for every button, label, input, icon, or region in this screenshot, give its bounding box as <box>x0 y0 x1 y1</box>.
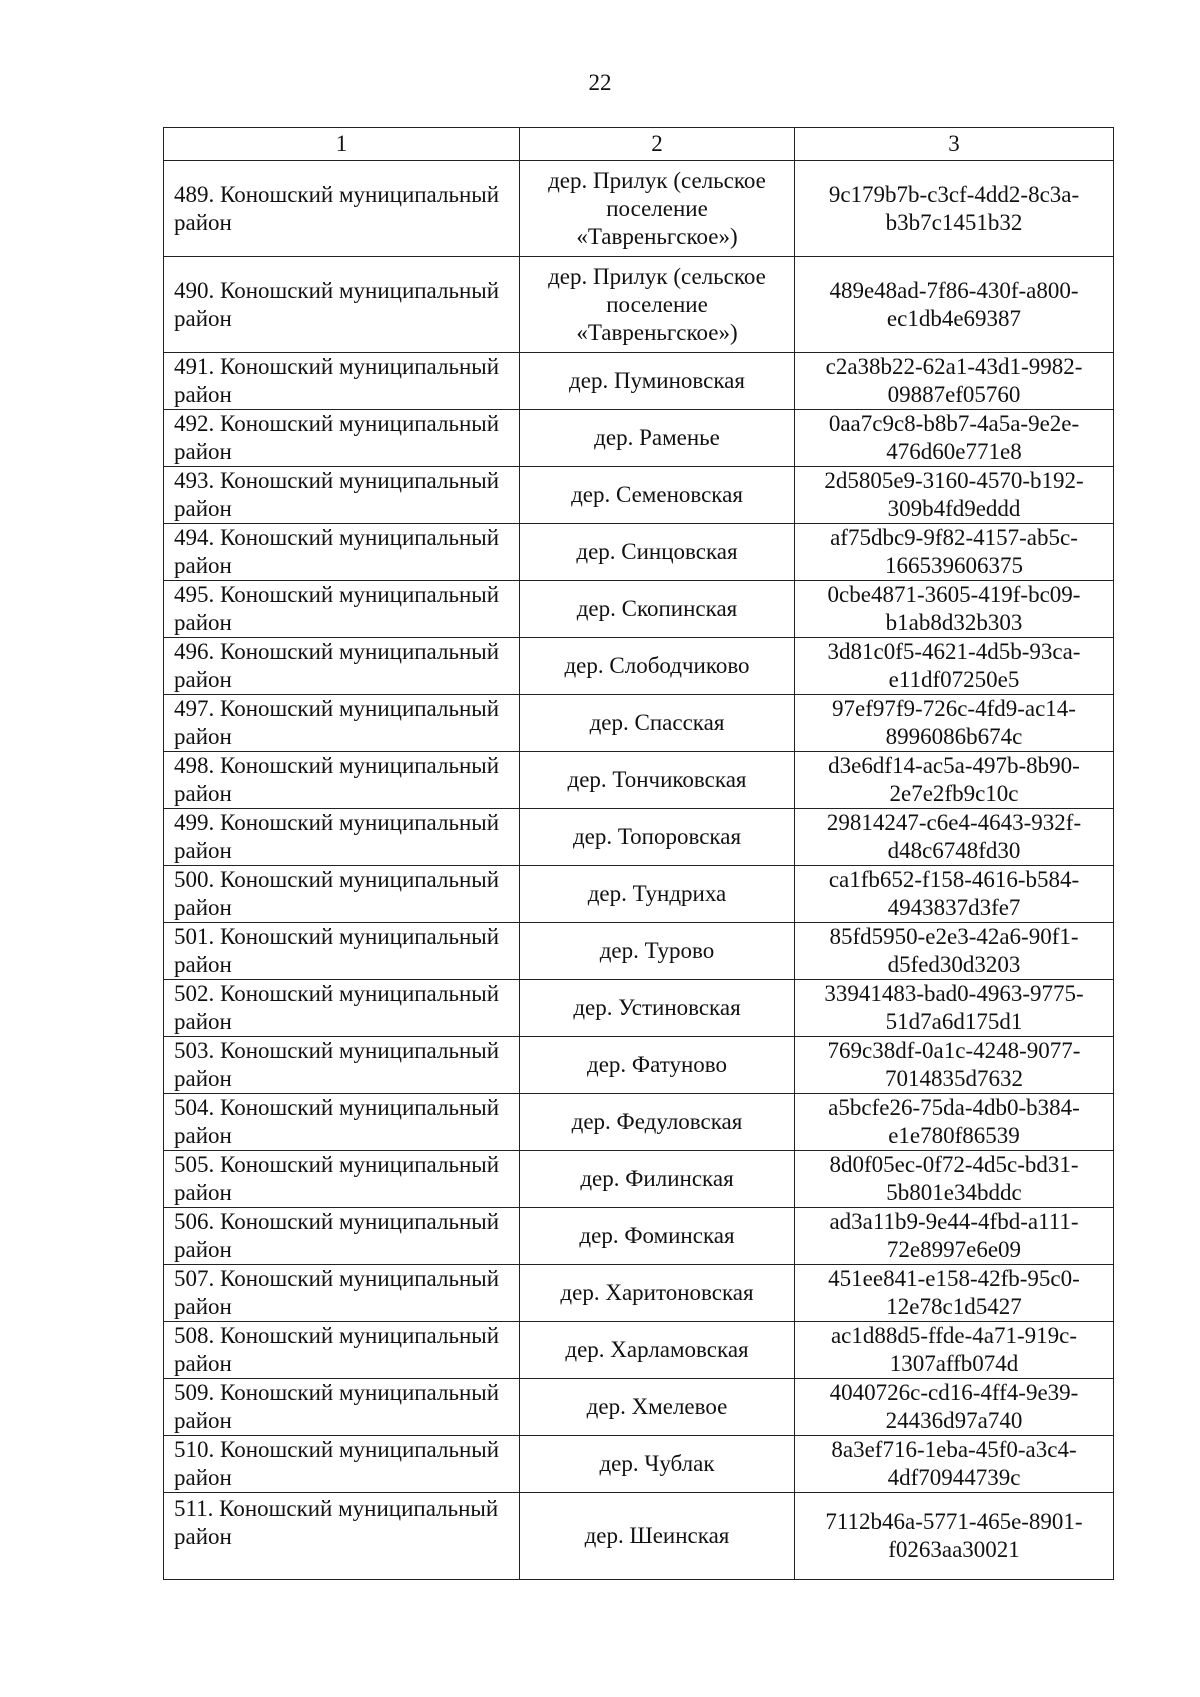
settlement-cell: дер. Чублак <box>520 1436 795 1493</box>
district-cell: 489. Коношский муниципальный район <box>164 161 520 257</box>
guid-cell: 0aa7c9c8-b8b7-4a5a-9e2e-476d60e771e8 <box>795 410 1114 467</box>
column-header-2: 2 <box>520 128 795 161</box>
district-cell: 506. Коношский муниципальный район <box>164 1208 520 1265</box>
settlement-cell: дер. Прилук (сельское поселение «Тавреньгское») <box>520 257 795 353</box>
settlement-cell: дер. Тундриха <box>520 866 795 923</box>
district-cell: 504. Коношский муниципальный район <box>164 1094 520 1151</box>
district-cell: 497. Коношский муниципальный район <box>164 695 520 752</box>
settlement-cell: дер. Слободчиково <box>520 638 795 695</box>
district-cell: 492. Коношский муниципальный район <box>164 410 520 467</box>
settlement-cell: дер. Раменье <box>520 410 795 467</box>
guid-cell: 9c179b7b-c3cf-4dd2-8c3a-b3b7c1451b32 <box>795 161 1114 257</box>
guid-cell: 769c38df-0a1c-4248-9077-7014835d7632 <box>795 1037 1114 1094</box>
district-cell: 508. Коношский муниципальный район <box>164 1322 520 1379</box>
district-cell: 490. Коношский муниципальный район <box>164 257 520 353</box>
district-cell: 501. Коношский муниципальный район <box>164 923 520 980</box>
guid-cell: 4040726c-cd16-4ff4-9e39-24436d97a740 <box>795 1379 1114 1436</box>
district-cell: 507. Коношский муниципальный район <box>164 1265 520 1322</box>
guid-cell: 33941483-bad0-4963-9775-51d7a6d175d1 <box>795 980 1114 1037</box>
table-row <box>164 410 1114 467</box>
district-cell: 500. Коношский муниципальный район <box>164 866 520 923</box>
guid-cell: 8d0f05ec-0f72-4d5c-bd31-5b801e34bddc <box>795 1151 1114 1208</box>
table-row <box>164 923 1114 980</box>
guid-cell: 97ef97f9-726c-4fd9-ac14-8996086b674c <box>795 695 1114 752</box>
table-row <box>164 1322 1114 1379</box>
guid-cell: 29814247-c6e4-4643-932f-d48c6748fd30 <box>795 809 1114 866</box>
guid-cell: ac1d88d5-ffde-4a71-919c-1307affb074d <box>795 1322 1114 1379</box>
table-row <box>164 1151 1114 1208</box>
table-row <box>164 257 1114 353</box>
page-number: 22 <box>588 70 612 95</box>
guid-cell: af75dbc9-9f82-4157-ab5c-166539606375 <box>795 524 1114 581</box>
guid-cell: 2d5805e9-3160-4570-b192-309b4fd9eddd <box>795 467 1114 524</box>
guid-cell: 85fd5950-e2e3-42a6-90f1-d5fed30d3203 <box>795 923 1114 980</box>
settlement-cell: дер. Фатуново <box>520 1037 795 1094</box>
settlement-cell: дер. Устиновская <box>520 980 795 1037</box>
guid-cell: 0cbe4871-3605-419f-bc09-b1ab8d32b303 <box>795 581 1114 638</box>
settlement-cell: дер. Турово <box>520 923 795 980</box>
column-header-3: 3 <box>795 128 1114 161</box>
table-row <box>164 524 1114 581</box>
settlement-cell: дер. Прилук (сельское поселение «Тавреньгское») <box>520 161 795 257</box>
guid-cell: a5bcfe26-75da-4db0-b384-e1e780f86539 <box>795 1094 1114 1151</box>
district-cell: 503. Коношский муниципальный район <box>164 1037 520 1094</box>
table-row <box>164 638 1114 695</box>
district-cell: 505. Коношский муниципальный район <box>164 1151 520 1208</box>
table-row <box>164 1265 1114 1322</box>
table-row <box>164 1493 1114 1580</box>
district-cell: 491. Коношский муниципальный район <box>164 353 520 410</box>
district-cell: 511. Коношский муниципальный район <box>164 1493 520 1580</box>
table-row <box>164 866 1114 923</box>
guid-cell: 489e48ad-7f86-430f-a800-ec1db4e69387 <box>795 257 1114 353</box>
table-row <box>164 467 1114 524</box>
table-row <box>164 752 1114 809</box>
settlement-cell: дер. Семеновская <box>520 467 795 524</box>
district-cell: 494. Коношский муниципальный район <box>164 524 520 581</box>
settlement-cell: дер. Шеинская <box>520 1493 795 1580</box>
settlement-cell: дер. Фоминская <box>520 1208 795 1265</box>
district-cell: 495. Коношский муниципальный район <box>164 581 520 638</box>
guid-cell: ca1fb652-f158-4616-b584-4943837d3fe7 <box>795 866 1114 923</box>
guid-cell: d3e6df14-ac5a-497b-8b90-2e7e2fb9c10c <box>795 752 1114 809</box>
district-cell: 510. Коношский муниципальный район <box>164 1436 520 1493</box>
district-cell: 493. Коношский муниципальный район <box>164 467 520 524</box>
settlement-cell: дер. Харитоновская <box>520 1265 795 1322</box>
guid-cell: ad3a11b9-9e44-4fbd-a111-72e8997e6e09 <box>795 1208 1114 1265</box>
guid-cell: 7112b46a-5771-465e-8901-f0263aa30021 <box>795 1493 1114 1580</box>
settlement-cell: дер. Федуловская <box>520 1094 795 1151</box>
district-cell: 496. Коношский муниципальный район <box>164 638 520 695</box>
settlement-cell: дер. Хмелевое <box>520 1379 795 1436</box>
settlement-cell: дер. Скопинская <box>520 581 795 638</box>
table-row <box>164 980 1114 1037</box>
district-cell: 499. Коношский муниципальный район <box>164 809 520 866</box>
table-row <box>164 1037 1114 1094</box>
column-header-1: 1 <box>164 128 520 161</box>
settlement-cell: дер. Пуминовская <box>520 353 795 410</box>
guid-cell: c2a38b22-62a1-43d1-9982-09887ef05760 <box>795 353 1114 410</box>
settlement-cell: дер. Спасская <box>520 695 795 752</box>
table-body <box>164 161 1114 1580</box>
settlement-registry-table <box>163 127 1114 1580</box>
settlement-cell: дер. Топоровская <box>520 809 795 866</box>
table-row <box>164 1208 1114 1265</box>
settlement-cell: дер. Филинская <box>520 1151 795 1208</box>
district-cell: 502. Коношский муниципальный район <box>164 980 520 1037</box>
table-row <box>164 1436 1114 1493</box>
settlement-cell: дер. Синцовская <box>520 524 795 581</box>
guid-cell: 8a3ef716-1eba-45f0-a3c4-4df70944739c <box>795 1436 1114 1493</box>
table-header-row <box>164 128 1114 161</box>
district-cell: 498. Коношский муниципальный район <box>164 752 520 809</box>
table-row <box>164 1094 1114 1151</box>
table-row <box>164 809 1114 866</box>
settlement-cell: дер. Харламовская <box>520 1322 795 1379</box>
table-row <box>164 353 1114 410</box>
table-row <box>164 1379 1114 1436</box>
guid-cell: 3d81c0f5-4621-4d5b-93ca-e11df07250e5 <box>795 638 1114 695</box>
settlement-cell: дер. Тончиковская <box>520 752 795 809</box>
table-row <box>164 695 1114 752</box>
table-row <box>164 581 1114 638</box>
district-cell: 509. Коношский муниципальный район <box>164 1379 520 1436</box>
guid-cell: 451ee841-e158-42fb-95c0-12e78c1d5427 <box>795 1265 1114 1322</box>
table-row <box>164 161 1114 257</box>
